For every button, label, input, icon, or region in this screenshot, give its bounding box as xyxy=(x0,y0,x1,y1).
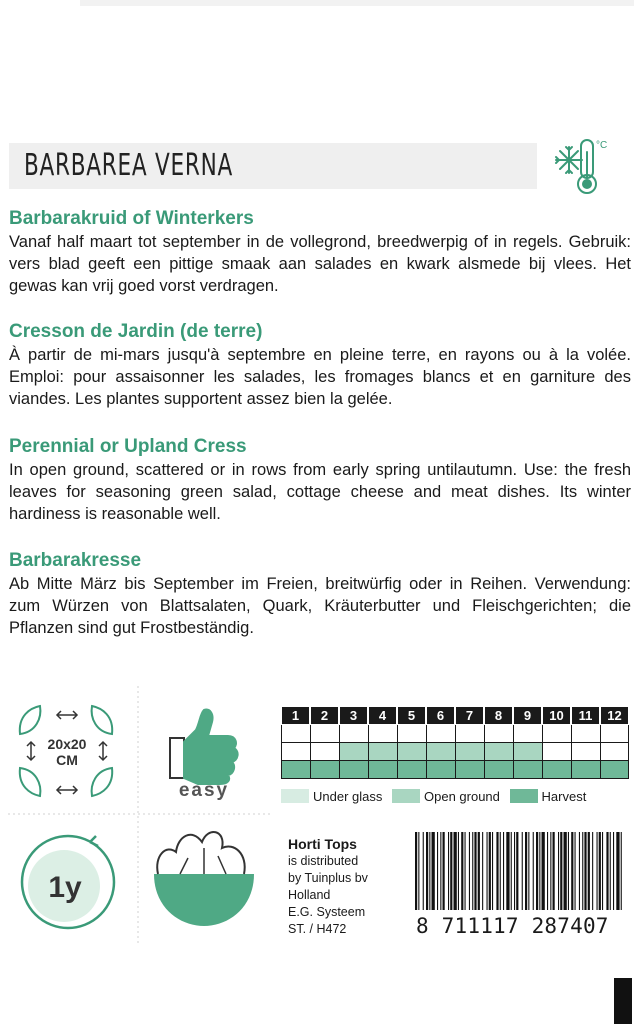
calendar-cell-harvest-4 xyxy=(368,761,397,779)
barcode-bar xyxy=(621,832,622,910)
thumbs-up-icon xyxy=(170,710,238,801)
barcode-bar xyxy=(564,832,567,910)
barcode-bar xyxy=(472,832,473,910)
calendar-open-ground-row xyxy=(281,743,629,761)
barcode-bar xyxy=(450,832,452,910)
calendar-cell-open-ground-7 xyxy=(455,743,484,761)
calendar-cell-open-ground-1 xyxy=(281,743,310,761)
calendar-cell-harvest-7 xyxy=(455,761,484,779)
barcode-bar xyxy=(539,832,540,910)
difficulty-label: easy xyxy=(178,780,230,801)
section-french xyxy=(9,320,631,410)
barcode-bar xyxy=(418,832,419,910)
barcode-bar xyxy=(465,832,466,910)
calendar-cell-open-ground-11 xyxy=(571,743,600,761)
spacing-unit: CM xyxy=(56,752,78,768)
distributor-line: E.G. Systeem xyxy=(288,905,366,919)
barcode-bar xyxy=(437,832,438,910)
barcode-bar xyxy=(506,832,509,910)
barcode-bar xyxy=(429,832,430,910)
salad-bowl-icon xyxy=(154,832,254,926)
barcode-bar xyxy=(443,832,445,910)
distributor-line: is distributed xyxy=(288,854,359,868)
calendar-cell-under-glass-6 xyxy=(426,725,455,743)
barcode-bar xyxy=(542,832,545,910)
legend-harvest: Harvest xyxy=(541,789,587,804)
top-strip xyxy=(80,0,634,6)
calendar-cell-open-ground-10 xyxy=(542,743,571,761)
calendar-month-3: 3 xyxy=(339,707,368,725)
barcode-bar xyxy=(478,832,480,910)
barcode-bar xyxy=(522,832,523,910)
barcode-bar xyxy=(606,832,608,910)
section-heading: Cresson de Jardin (de terre) xyxy=(9,321,263,342)
calendar-month-6: 6 xyxy=(426,707,455,725)
calendar-cell-under-glass-3 xyxy=(339,725,368,743)
barcode-bar xyxy=(568,832,569,910)
barcode-bar xyxy=(613,832,614,910)
edge-tab xyxy=(614,978,632,1024)
section-english xyxy=(9,435,631,525)
calendar-cell-under-glass-5 xyxy=(397,725,426,743)
section-text: In open ground, scattered or in rows from early spring untilautumn. Use: the fresh leaves for seasoning green salad, cottage cheese and meat dishes. Its winter hardiness is reasonable well. xyxy=(9,461,631,523)
barcode-bar xyxy=(582,832,583,910)
calendar-under-glass-row xyxy=(281,725,629,743)
calendar-cell-harvest-2 xyxy=(310,761,339,779)
legend-swatch-under-glass xyxy=(281,789,309,803)
lifecycle-label: 1y xyxy=(48,871,82,904)
barcode-bar xyxy=(482,832,483,910)
calendar-month-1: 1 xyxy=(281,707,310,725)
section-heading: Barbarakruid of Winterkers xyxy=(9,208,254,229)
section-text: Vanaf half maart tot september in de vollegrond, breedwerpig of in regels. Gebruik: vers blad geeft een pittige smaak aan salades en kwark alsmede bij vlees. Het gewas kan vrij goed vorst verdragen. xyxy=(9,233,631,295)
barcode-bar xyxy=(553,832,555,910)
barcode-bar xyxy=(474,832,476,910)
distributor-line: by Tuinplus bv xyxy=(288,871,368,885)
barcode-bar xyxy=(584,832,586,910)
calendar-cell-open-ground-5 xyxy=(397,743,426,761)
calendar-cell-under-glass-7 xyxy=(455,725,484,743)
frost-hardy-icon xyxy=(550,132,616,198)
calendar-cell-under-glass-11 xyxy=(571,725,600,743)
barcode-bar xyxy=(496,832,498,910)
legend-open-ground: Open ground xyxy=(424,789,500,804)
barcode-bar xyxy=(415,832,417,910)
barcode-bar xyxy=(533,832,534,910)
calendar-cell-open-ground-4 xyxy=(368,743,397,761)
calendar-cell-harvest-8 xyxy=(484,761,513,779)
barcode-bar xyxy=(487,832,488,910)
calendar-cell-under-glass-1 xyxy=(281,725,310,743)
icons-panel xyxy=(8,686,270,946)
calendar-cell-harvest-12 xyxy=(600,761,629,779)
barcode-bar xyxy=(432,832,435,910)
calendar-cell-harvest-10 xyxy=(542,761,571,779)
barcode-bar xyxy=(560,832,562,910)
barcode-bar xyxy=(525,832,527,910)
calendar-cell-open-ground-12 xyxy=(600,743,629,761)
distributor-info xyxy=(288,836,368,938)
barcode-bar xyxy=(492,832,493,910)
sowing-calendar xyxy=(280,706,629,779)
barcode-bar xyxy=(461,832,463,910)
legend-swatch-open-ground xyxy=(392,789,420,803)
distributor-line: Holland xyxy=(288,888,331,902)
calendar-cell-under-glass-12 xyxy=(600,725,629,743)
calendar-cell-open-ground-3 xyxy=(339,743,368,761)
section-text: À partir de mi-mars jusqu'à septembre en pleine terre, en rayons ou à la volée. Emploi: pour assaisonner les salades, les fromages blancs et en garniture des viandes. Les plantes supportent assez bien la gelée. xyxy=(9,346,631,408)
calendar-cell-under-glass-4 xyxy=(368,725,397,743)
barcode-bar xyxy=(514,832,515,910)
calendar-month-2: 2 xyxy=(310,707,339,725)
barcode-bar xyxy=(511,832,512,910)
calendar-cell-open-ground-6 xyxy=(426,743,455,761)
calendar-month-12: 12 xyxy=(600,707,629,725)
barcode-bar xyxy=(440,832,441,910)
species-title: BARBAREA VERNA xyxy=(24,148,233,183)
lifecycle-icon xyxy=(22,836,114,928)
barcode-bar xyxy=(500,832,501,910)
calendar-cell-under-glass-8 xyxy=(484,725,513,743)
barcode-bar xyxy=(588,832,590,910)
calendar-cell-under-glass-2 xyxy=(310,725,339,743)
section-text: Ab Mitte März bis September im Freien, breitwürfig oder in Reihen. Verwendung: zum Würzen von Blattsalaten, Quark, Kräuterbutter und Fleischgerichten; die Pflanzen sind gut Frostbeständig. xyxy=(9,575,631,637)
barcode-bar xyxy=(528,832,529,910)
barcode-bar xyxy=(616,832,619,910)
barcode-bar xyxy=(489,832,491,910)
calendar-month-9: 9 xyxy=(513,707,542,725)
legend-under-glass: Under glass xyxy=(313,789,383,804)
section-heading: Barbarakresse xyxy=(9,550,142,571)
barcode-bar xyxy=(610,832,611,910)
calendar-month-10: 10 xyxy=(542,707,571,725)
barcode-bar xyxy=(503,832,504,910)
calendar-cell-open-ground-2 xyxy=(310,743,339,761)
calendar-cell-harvest-9 xyxy=(513,761,542,779)
distributor-line: ST. / H472 xyxy=(288,922,347,936)
brand-name: Horti Tops xyxy=(288,836,357,852)
barcode-bar xyxy=(547,832,548,910)
calendar-harvest-row xyxy=(281,761,629,779)
calendar-cell-open-ground-9 xyxy=(513,743,542,761)
barcode-bar xyxy=(536,832,538,910)
barcode-bar xyxy=(448,832,449,910)
calendar-month-7: 7 xyxy=(455,707,484,725)
barcode-bar xyxy=(579,832,580,910)
calendar-cell-harvest-11 xyxy=(571,761,600,779)
section-dutch xyxy=(9,207,631,297)
barcode-bar xyxy=(423,832,424,910)
barcode-bar xyxy=(458,832,459,910)
barcode-bar xyxy=(426,832,428,910)
calendar-month-8: 8 xyxy=(484,707,513,725)
barcode-bar xyxy=(592,832,593,910)
calendar-cell-harvest-3 xyxy=(339,761,368,779)
calendar-cell-under-glass-9 xyxy=(513,725,542,743)
spacing-icon xyxy=(20,706,112,796)
calendar-cell-under-glass-10 xyxy=(542,725,571,743)
barcode-number: 8 711117 287407 xyxy=(416,914,609,938)
barcode-bar xyxy=(550,832,551,910)
calendar-cell-harvest-6 xyxy=(426,761,455,779)
calendar-cell-harvest-5 xyxy=(397,761,426,779)
barcode-bar xyxy=(597,832,598,910)
barcode-bar xyxy=(454,832,457,910)
calendar-legend xyxy=(281,789,592,804)
calendar-month-4: 4 xyxy=(368,707,397,725)
calendar-cell-harvest-1 xyxy=(281,761,310,779)
barcode-bar xyxy=(602,832,603,910)
calendar-months-row xyxy=(281,707,629,725)
frost-icon-label: °C xyxy=(596,140,608,151)
barcode-bar xyxy=(516,832,518,910)
legend-swatch-harvest xyxy=(510,789,538,803)
barcode-bar xyxy=(469,832,470,910)
barcode-bar xyxy=(599,832,601,910)
calendar-month-11: 11 xyxy=(571,707,600,725)
section-german xyxy=(9,549,631,639)
barcode-bar xyxy=(558,832,559,910)
calendar-month-5: 5 xyxy=(397,707,426,725)
barcode-bar xyxy=(571,832,573,910)
section-heading: Perennial or Upland Cress xyxy=(9,436,247,457)
spacing-value: 20x20 xyxy=(47,736,87,752)
calendar-cell-open-ground-8 xyxy=(484,743,513,761)
barcode-bar xyxy=(575,832,576,910)
